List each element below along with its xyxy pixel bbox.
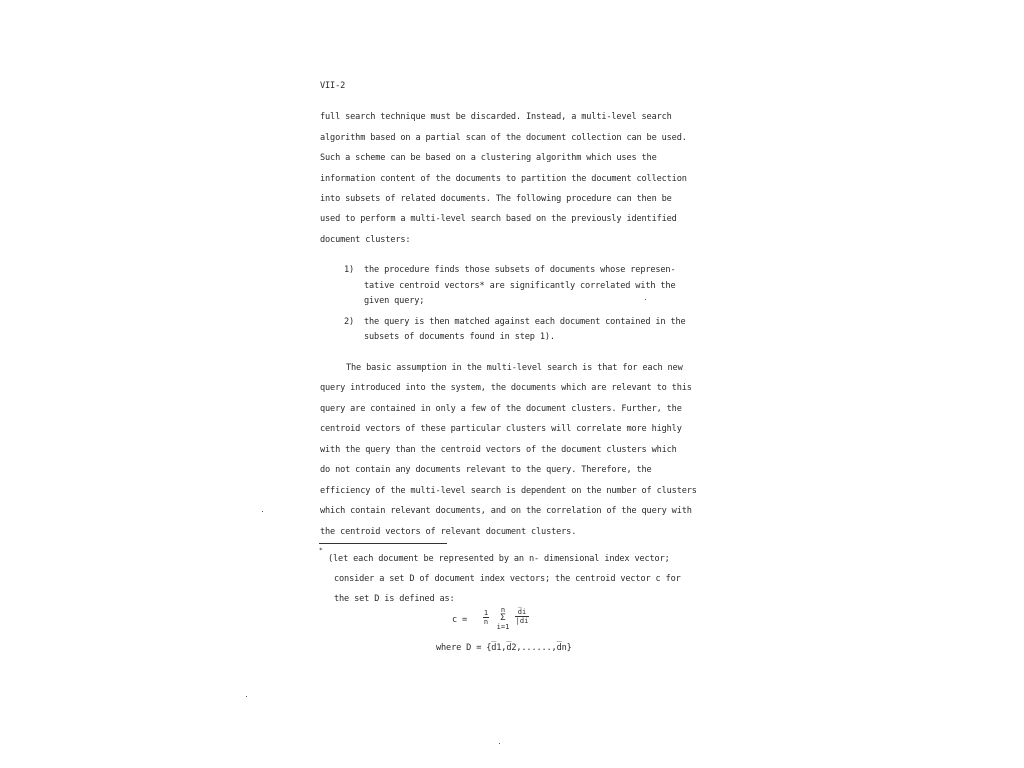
body-line: the centroid vectors of relevant document clusters. [320,527,577,537]
scan-speck [499,743,500,744]
body-line: information content of the documents to partition the document collection [320,174,687,184]
body-line: document clusters: [320,235,411,245]
scan-speck [262,511,263,512]
body-line: algorithm based on a partial scan of the document collection can be used. [320,133,687,143]
list-item-line: the query is then matched against each document contained in the [364,317,686,327]
footnote-line: (let each document be represented by an n- dimensional index vector; [328,554,670,564]
list-item-line: subsets of documents found in step 1). [364,332,555,342]
fraction-2-denominator: |di [515,617,529,625]
body-line: query are contained in only a few of the document clusters. Further, the [320,404,682,414]
formula-lhs: c = [452,615,468,625]
body-line: with the query than the centroid vectors of the document clusters which [320,445,677,455]
body-line: efficiency of the multi-level search is dependent on the number of clusters [320,486,697,496]
fraction-1-denominator: n [483,618,489,626]
list-item-line: the procedure finds those subsets of documents whose represen- [364,265,676,275]
body-line: do not contain any documents relevant to the query. Therefore, the [320,465,652,475]
footnote-rule [319,543,447,544]
list-item-line: given query; [364,296,425,306]
footnote-marker: * [319,547,323,554]
centroid-formula [450,606,550,636]
summation-lower-limit: i=1 [496,623,510,631]
body-line: query introduced into the system, the documents which are relevant to this [320,383,692,393]
fraction-2-numerator: d̅i [517,608,527,616]
body-line: used to perform a multi-level search based on the previously identified [320,214,677,224]
formula-fraction-1 [483,609,489,626]
body-line: full search technique must be discarded. Instead, a multi-level search [320,112,672,122]
fraction-1-numerator: 1 [483,609,489,617]
footnote-line: consider a set D of document index vectors; the centroid vector c for [334,574,681,584]
body-line: into subsets of related documents. The following procedure can then be [320,194,672,204]
list-item-number: 1) [344,265,355,275]
body-line: which contain relevant documents, and on the correlation of the query with [320,506,692,516]
page-number: VII-2 [320,81,346,91]
body-line: centroid vectors of these particular clusters will correlate more highly [320,424,682,434]
footnote-line: the set D is defined as: [334,594,455,604]
summation-symbol: Σ [500,613,506,623]
body-line: The basic assumption in the multi-level search is that for each new [346,363,683,373]
formula-fraction-2 [515,608,529,625]
body-line: Such a scheme can be based on a clustering algorithm which uses the [320,153,657,163]
formula-where-line: where D = {d̅1,d̅2,......,d̅n} [436,643,572,653]
formula-summation [495,606,511,631]
list-item-number: 2) [344,317,355,327]
summation-upper-limit: n [500,606,506,614]
scan-speck [645,299,646,300]
list-item-line: tative centroid vectors* are significantly correlated with the [364,281,676,291]
scan-speck [246,696,247,697]
